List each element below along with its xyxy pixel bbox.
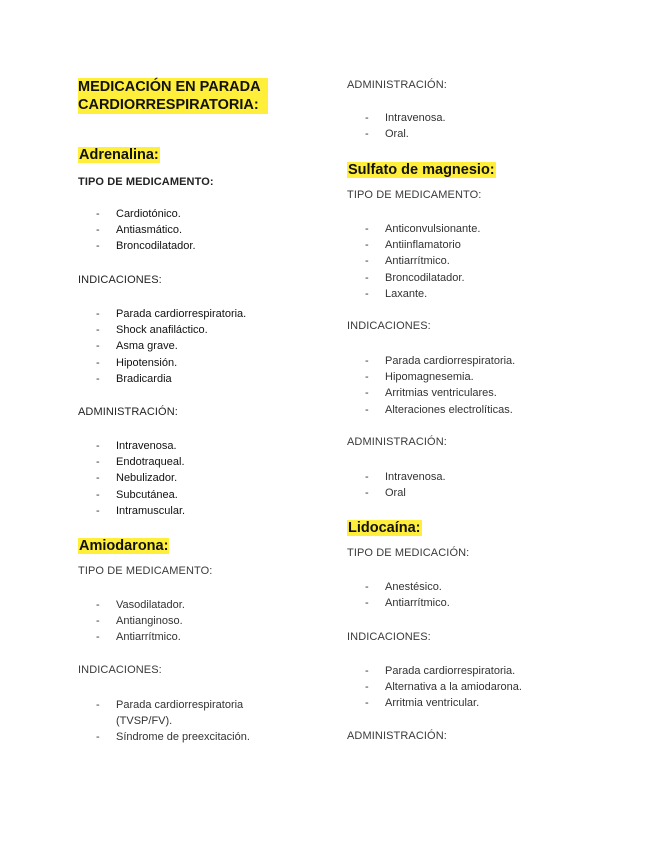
list-item: - Arritmias ventriculares. <box>347 385 515 401</box>
amiodarona-administracion-list <box>347 110 446 142</box>
list-item: - Oral <box>347 485 446 501</box>
adrenalina-administracion-label: ADMINISTRACIÓN: <box>78 406 178 418</box>
list-item: - Antianginoso. <box>78 613 185 629</box>
list-item: - Bradicardia <box>78 371 246 387</box>
sulfato-tipo-label: TIPO DE MEDICAMENTO: <box>347 189 482 201</box>
amiodarona-heading-text: Amiodarona: <box>79 538 169 554</box>
lidocaina-indicaciones-label: INDICACIONES: <box>347 631 431 643</box>
adrenalina-administracion-list <box>78 438 185 519</box>
adrenalina-tipo-label: TIPO DE MEDICAMENTO: <box>78 176 214 188</box>
sulfato-indicaciones-label: INDICACIONES: <box>347 320 431 332</box>
sulfato-tipo-list <box>347 221 480 302</box>
list-item: - Subcutánea. <box>78 487 185 503</box>
list-item: - Parada cardiorrespiratoria. <box>347 663 522 679</box>
amiodarona-tipo-list <box>78 597 185 646</box>
list-item: - Alteraciones electrolíticas. <box>347 402 515 418</box>
document-title: MEDICACIÓN EN PARADA CARDIORRESPIRATORIA: <box>78 78 268 114</box>
lidocaina-administracion-label: ADMINISTRACIÓN: <box>347 730 447 742</box>
list-item: - Anestésico. <box>347 579 450 595</box>
list-item: - Intravenosa. <box>78 438 185 454</box>
list-item: - Parada cardiorrespiratoria. <box>78 306 246 322</box>
amiodarona-heading <box>78 537 169 555</box>
sulfato-administracion-label: ADMINISTRACIÓN: <box>347 436 447 448</box>
amiodarona-tipo-label: TIPO DE MEDICAMENTO: <box>78 565 213 577</box>
sulfato-administracion-list <box>347 469 446 501</box>
adrenalina-indicaciones-list <box>78 306 246 387</box>
lidocaina-indicaciones-list <box>347 663 522 712</box>
sulfato-heading-text: Sulfato de magnesio: <box>348 162 495 178</box>
list-item: - Anticonvulsionante. <box>347 221 480 237</box>
adrenalina-heading-text: Adrenalina: <box>79 147 159 163</box>
list-item: - Broncodilatador. <box>347 270 480 286</box>
list-item: - Antiasmático. <box>78 222 196 238</box>
amiodarona-indicaciones-label: INDICACIONES: <box>78 664 162 676</box>
list-item: - Oral. <box>347 126 446 142</box>
list-item: - Parada cardiorrespiratoria. <box>347 353 515 369</box>
list-item: - Asma grave. <box>78 338 246 354</box>
list-item: - Síndrome de preexcitación. <box>78 729 261 745</box>
sulfato-indicaciones-list <box>347 353 515 418</box>
list-item: - Shock anafiláctico. <box>78 322 246 338</box>
list-item: - Intravenosa. <box>347 469 446 485</box>
list-item: - Broncodilatador. <box>78 238 196 254</box>
lidocaina-heading-text: Lidocaína: <box>348 520 421 536</box>
amiodarona-indicaciones-list <box>78 697 261 746</box>
list-item: - Antiarrítmico. <box>347 253 480 269</box>
list-item: - Alternativa a la amiodarona. <box>347 679 522 695</box>
list-item: - Hipotensión. <box>78 355 246 371</box>
lidocaina-tipo-label: TIPO DE MEDICACIÓN: <box>347 547 470 559</box>
adrenalina-heading <box>78 146 160 164</box>
adrenalina-tipo-list <box>78 206 196 255</box>
list-item: - Intramuscular. <box>78 503 185 519</box>
list-item: - Hipomagnesemia. <box>347 369 515 385</box>
list-item: - Nebulizador. <box>78 470 185 486</box>
list-item: - Intravenosa. <box>347 110 446 126</box>
list-item: - Antiinflamatorio <box>347 237 480 253</box>
lidocaina-heading <box>347 519 422 537</box>
list-item: - Cardiotónico. <box>78 206 196 222</box>
sulfato-heading <box>347 161 496 179</box>
list-item: - Vasodilatador. <box>78 597 185 613</box>
list-item: - Antiarrítmico. <box>347 595 450 611</box>
list-item: - Antiarrítmico. <box>78 629 185 645</box>
list-item: - Arritmia ventricular. <box>347 695 522 711</box>
adrenalina-indicaciones-label: INDICACIONES: <box>78 274 162 286</box>
amiodarona-administracion-label: ADMINISTRACIÓN: <box>347 79 447 91</box>
list-item: - Laxante. <box>347 286 480 302</box>
lidocaina-tipo-list <box>347 579 450 611</box>
list-item: - Parada cardiorrespiratoria (TVSP/FV). <box>78 697 261 729</box>
list-item: - Endotraqueal. <box>78 454 185 470</box>
